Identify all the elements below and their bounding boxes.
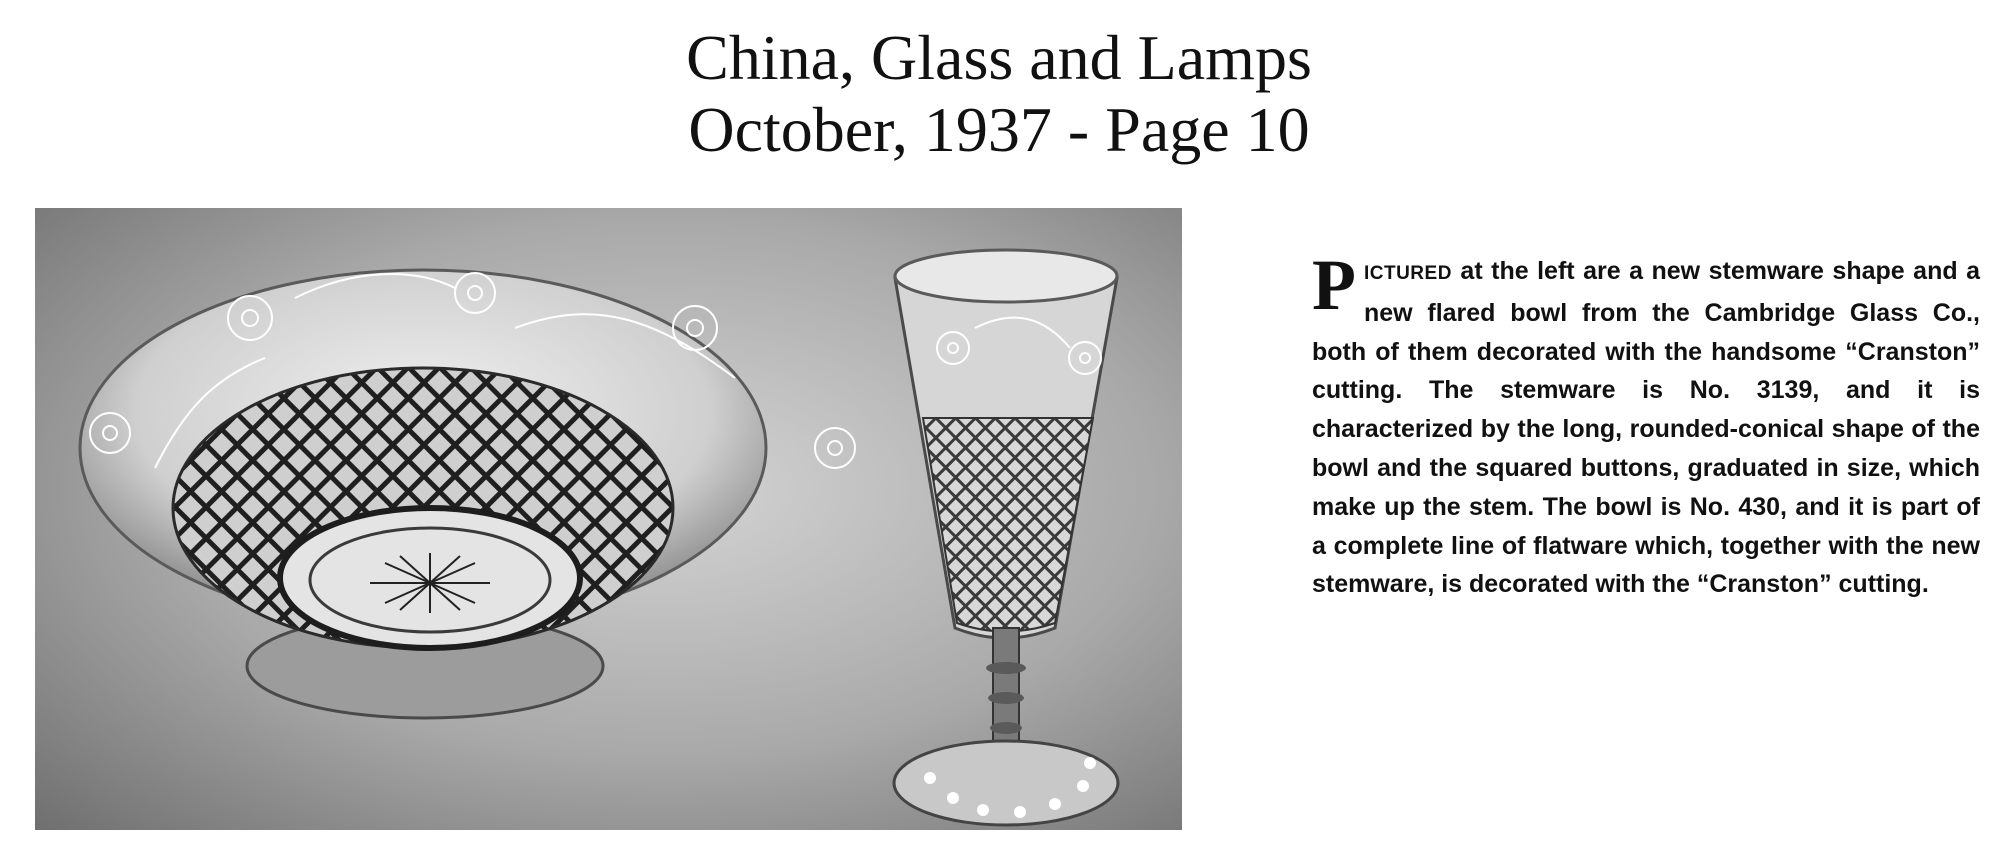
- glassware-photo: [35, 208, 1182, 830]
- page-header: [0, 22, 1998, 166]
- publication-title: China, Glass and Lamps: [686, 22, 1312, 93]
- issue-date-page: October, 1937 - Page 10: [688, 94, 1310, 165]
- goblet: [894, 250, 1118, 825]
- drop-cap: P: [1312, 245, 1356, 325]
- article-text: [1312, 245, 1980, 604]
- lead-smallcaps: ICTURED: [1363, 263, 1452, 284]
- article-body: at the left are a new stemware shape and a new flared bowl from the Cambridge Glass Co., both of them decorated with the handsome “Cranston” cutting. The stemware is No. 3139, and it is characterized by the long, rounded-conical shape of the bowl and the squared buttons, graduated in size, which make up the stem. The bowl is No. 430, and it is part of a complete line of flatware which, together with the new stemware, is decorated with the “Cranston” cutting.: [1312, 257, 1980, 599]
